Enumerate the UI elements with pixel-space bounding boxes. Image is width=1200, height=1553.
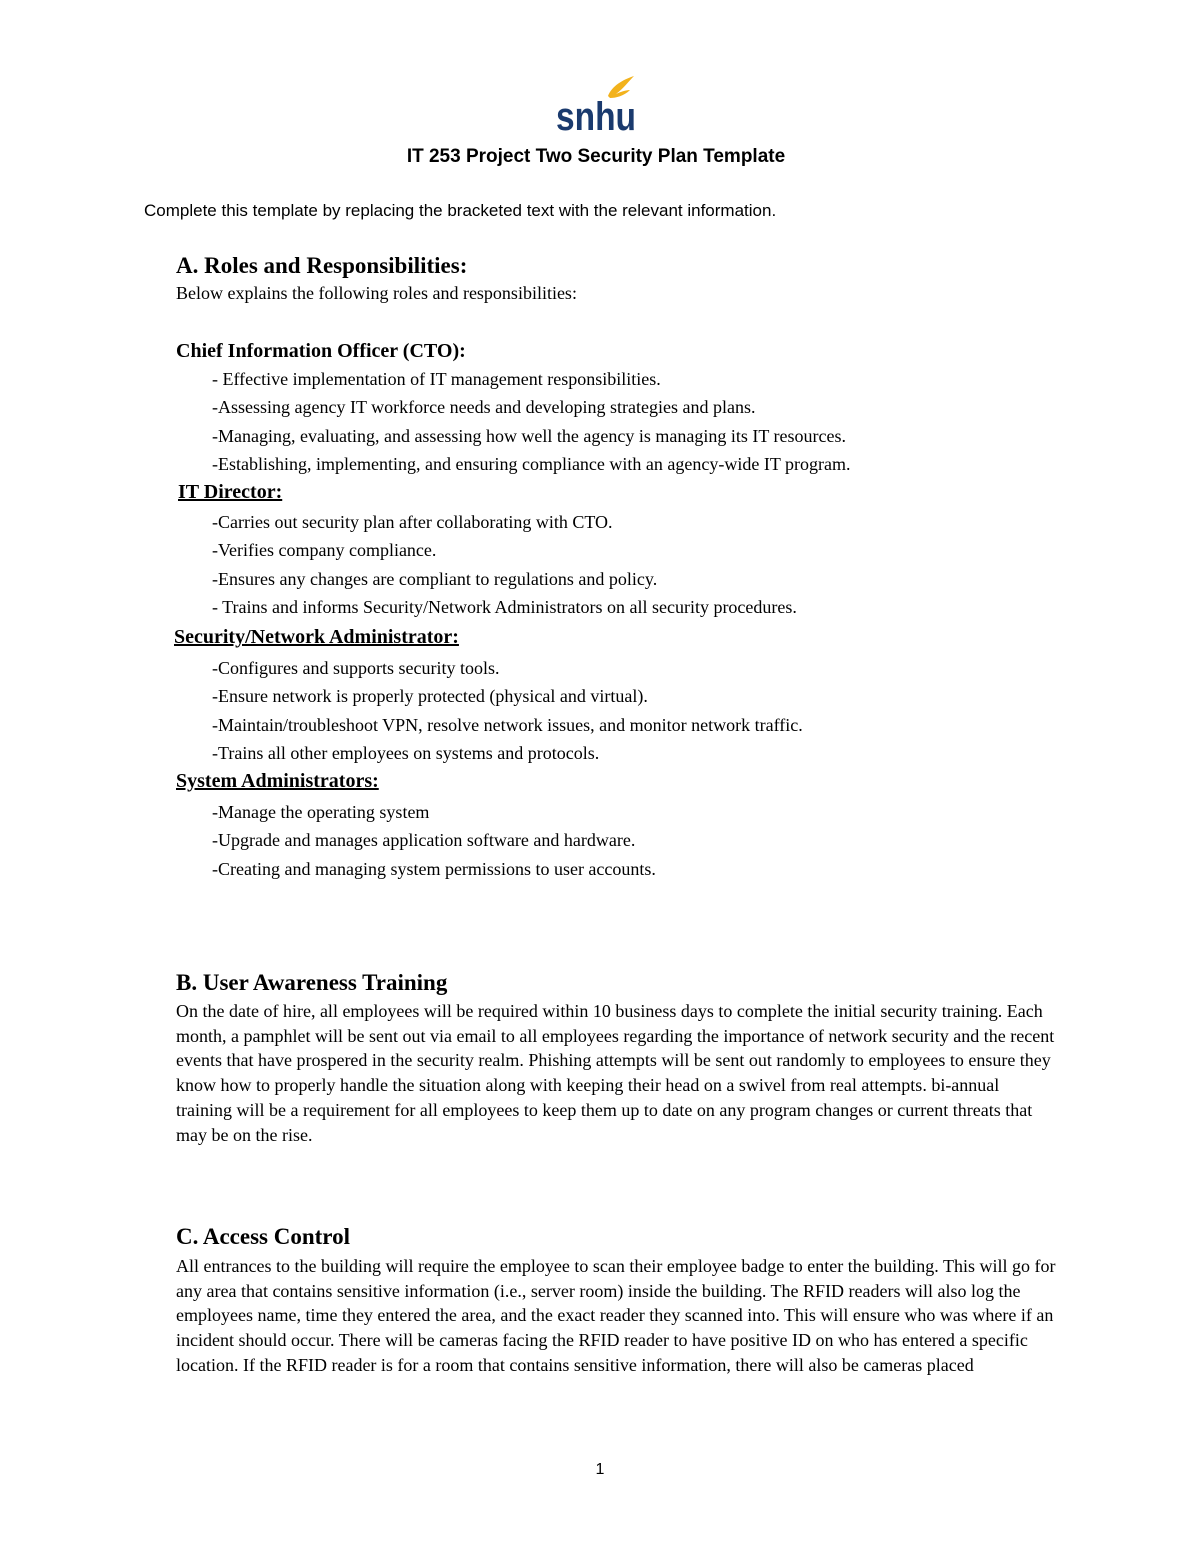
role-title-system-admins: System Administrators: [176,770,379,792]
role-list-system-admins [212,798,656,883]
page-number: 1 [595,1461,605,1478]
list-item: -Managing, evaluating, and assessing how well the agency is managing its IT resources. [212,425,847,446]
section-a-intro: Below explains the following roles and responsibilities: [176,283,577,303]
list-item: -Carries out security plan after collaborating with CTO. [212,512,613,532]
list-item: -Ensures any changes are compliant to regulations and policy. [212,568,658,589]
section-a-heading: A. Roles and Responsibilities: [176,253,468,278]
section-b-body: On the date of hire, all employees will be required within 10 business days to complete the initial security training. Each month, a pamphlet will be sent out via email to all employees regarding the importance of network security and the recent events that have prospered in the security realm. Phishing attempts will be sent out randomly to employees to ensure they know how to properly handle the situation along with keeping their head on a swivel from real attempts. bi-annual training will be a requirement for all employees to keep them up to date on any program changes or current threats that may be on the rise. [176,1001,1055,1145]
list-item: -Verifies company compliance. [212,540,437,561]
role-list-security-network-admin [212,654,803,767]
list-item: -Manage the operating system [212,802,430,822]
list-item: -Configures and supports security tools. [212,658,500,678]
list-item: -Maintain/troubleshoot VPN, resolve network issues, and monitor network traffic. [212,714,803,735]
list-item: -Upgrade and manages application software and hardware. [212,830,636,851]
role-title-security-network-admin: Security/Network Administrator: [174,626,459,648]
list-item: - Trains and informs Security/Network Administrators on all security procedures. [212,596,797,617]
section-c-body: All entrances to the building will require the employee to scan their employee badge to enter the building. This will go for any area that contains sensitive information (i.e., server room) inside the building. The RFID readers will also log the employees name, time they entered the area, and the exact reader they scanned into. This will ensure who was where if an incident should occur. There will be cameras facing the RFID reader to have positive ID on who has entered a specific location. If the RFID reader is for a room that contains sensitive information, there will also be cameras placed [176,1256,1056,1375]
role-list-it-director [212,508,797,621]
section-b-heading: B. User Awareness Training [176,970,448,995]
role-title-it-director: IT Director: [178,481,283,503]
role-title-cto: Chief Information Officer (CTO): [176,340,466,362]
document-title: IT 253 Project Two Security Plan Template [406,146,786,167]
list-item: - Effective implementation of IT management responsibilities. [212,369,661,389]
list-item: -Assessing agency IT workforce needs and developing strategies and plans. [212,397,756,418]
logo-text: snhu [556,95,636,139]
list-item: -Trains all other employees on systems and protocols. [212,742,600,763]
list-item: -Establishing, implementing, and ensuring compliance with an agency-wide IT program. [212,453,851,474]
list-item: -Creating and managing system permissions to user accounts. [212,858,656,879]
section-c-heading: C. Access Control [176,1224,350,1249]
snhu-logo [554,74,638,139]
list-item: -Ensure network is properly protected (physical and virtual). [212,686,648,707]
role-list-cto [212,365,851,478]
template-instructions: Complete this template by replacing the bracketed text with the relevant information. [144,201,777,220]
